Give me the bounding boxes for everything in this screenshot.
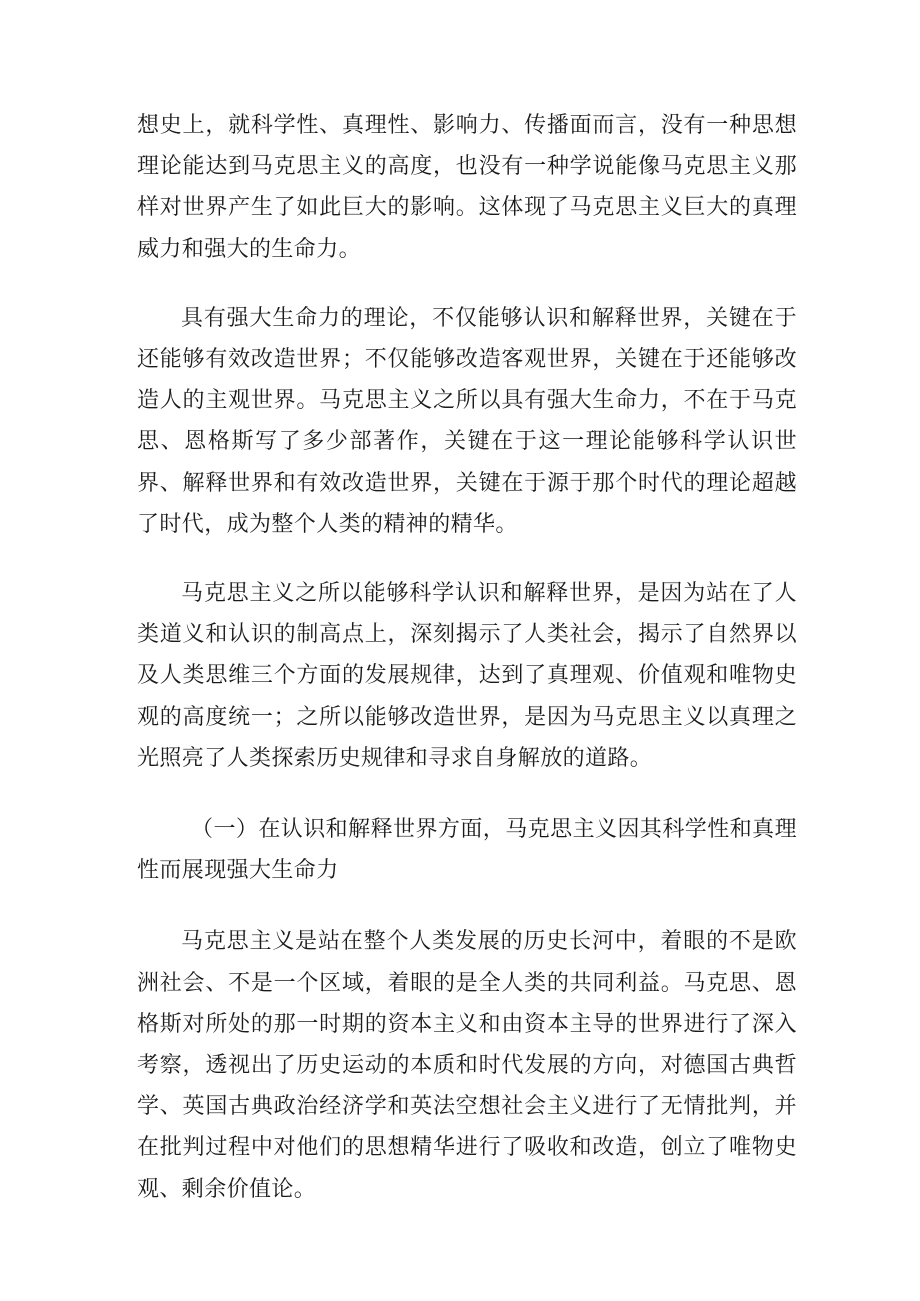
paragraph-scientific-explanation: 马克思主义之所以能够科学认识和解释世界，是因为站在了人类道义和认识的制高点上，深刻揭示了人类社会，揭示了自然界以及人类思维三个方面的发展规律，达到了真理观、价值观和唯物史观的高度统一；之所以能够改造世界，是因为马克思主义以真理之光照亮了人类探索历史规律和寻求自身解放的道路。: [137, 581, 797, 771]
paragraph-human-development: 马克思主义是站在整个人类发展的历史长河中，着眼的不是欧洲社会、不是一个区域，着眼的是全人类的共同利益。马克思、恩格斯对所处的那一时期的资本主义和由资本主导的世界进行了深入考察，透视出了历史运动的本质和时代发展的方向，对德国古典哲学、英国古典政治经济学和英法空想社会主义进行了无情批判，并在批判过程中对他们的思想精华进行了吸收和改造，创立了唯物史观、剩余价值论。: [137, 929, 797, 1202]
paragraph-theory-vitality: 具有强大生命力的理论，不仅能够认识和解释世界，关键在于还能够有效改造世界；不仅能够改造客观世界，关键在于还能够改造人的主观世界。马克思主义之所以具有强大生命力，不在于马克思、恩格斯写了多少部著作，关键在于这一理论能够科学认识世界、解释世界和有效改造世界，关键在于源于那个时代的理论超越了时代，成为整个人类的精神的精华。: [137, 305, 797, 537]
paragraph-continued: 想史上，就科学性、真理性、影响力、传播面而言，没有一种思想理论能达到马克思主义的高度，也没有一种学说能像马克思主义那样对世界产生了如此巨大的影响。这体现了马克思主义巨大的真理威力和强大的生命力。: [137, 113, 797, 262]
document-page: [137, 105, 797, 1210]
section-heading: （一）在认识和解释世界方面，马克思主义因其科学性和真理性而展现强大生命力: [137, 817, 797, 884]
